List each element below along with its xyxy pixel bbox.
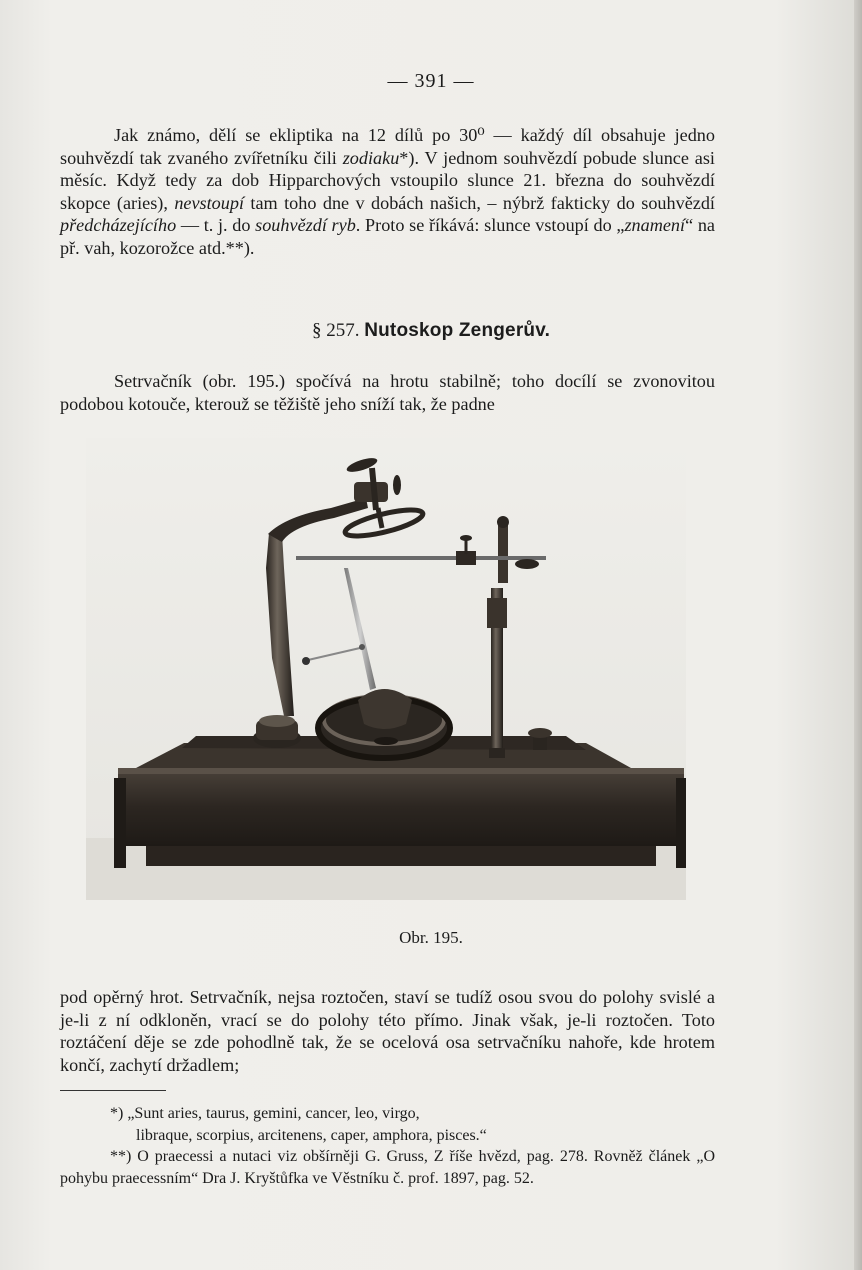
p1-italic-nevstoupi: nevstoupí [174, 192, 245, 213]
nutoscope-illustration [86, 438, 686, 900]
p1-italic-znameni: znamení [624, 215, 686, 236]
footnote-1-line-1: *) „Sunt aries, taurus, gemini, cancer, leo, virgo, [110, 1105, 420, 1122]
footnote-2: **) O praecessi a nutaci viz obšírněji G. Gruss, Z říše hvězd, pag. 278. Rovněž článek „O pohybu praecessním“ Dra J. Kryštůfka ve Věstníku č. prof. 1897, pag. 52. [60, 1148, 715, 1187]
p1-text-6: “ na př. vah, kozorožce atd.**). [60, 215, 715, 258]
page-edge-shadow [854, 0, 862, 1270]
figure-nutoscope-photo [86, 438, 686, 900]
p1-text-5: . Proto se říkává: slunce vstoupí do „ [355, 215, 625, 236]
paragraph-2-text: Setrvačník (obr. 195.) spočívá na hrotu stabilně; toho docílí se zvonovitou podobou kotouče, kterouž se těžiště jeho sníží tak, že padne [60, 371, 715, 414]
p1-italic-zodiaku: zodiaku [342, 147, 400, 168]
p1-text-2: *). V jednom souhvězdí pobude slunce asi měsíc. Když tedy za dob Hipparchových vstoupilo slunce 21. března do souhvězdí skopce (aries), [60, 147, 715, 213]
paragraph-3-text: pod opěrný hrot. Setrvačník, nejsa roztočen, staví se tudíž osou svou do polohy svislé a je-li z ní odkloněn, vrací se do polohy této přímo. Jinak však, je-li roztočen. Toto roztáčení děje se zde pohodlně tak, že se ocelová osa setrvačníku nahoře, kde hrotem končí, zachytí držadlem; [60, 987, 715, 1075]
section-title: Nutoskop Zengerův. [364, 320, 551, 341]
p1-italic-souhvezdi-ryb: souhvězdí ryb [255, 215, 356, 236]
footnotes [60, 1103, 715, 1189]
footnote-rule [60, 1090, 166, 1091]
paragraph-ecliptic [60, 124, 715, 260]
page-number: — 391 — [387, 70, 475, 92]
p1-text-3: tam toho dne v dobách našich, – nýbrž fakticky do souhvězdí [244, 192, 715, 213]
p1-italic-predchazejiciho: předcházejícího [60, 215, 177, 236]
paragraph-setrvacnik [60, 370, 715, 415]
section-number: § 257. [311, 320, 360, 341]
footnote-1-line-2: libraque, scorpius, arcitenens, caper, amphora, pisces.“ [136, 1126, 487, 1144]
p1-text-4: — t. j. do [176, 215, 256, 236]
p1-text-1: Jak známo, dělí se ekliptika na 12 dílů po 30⁰ — každý díl obsahuje jedno souhvězdí tak zvaného zvířetníku čili [60, 125, 715, 168]
figure-caption: Obr. 195. [399, 928, 463, 947]
section-heading [0, 320, 862, 342]
paragraph-continuation [60, 986, 715, 1076]
